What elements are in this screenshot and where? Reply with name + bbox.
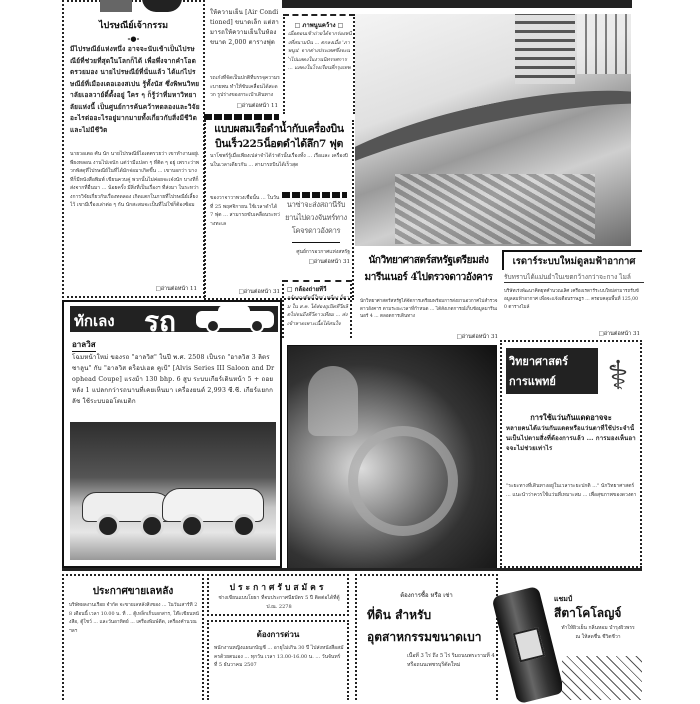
- ad-land-title-1: ที่ดิน สำหรับ: [367, 608, 432, 622]
- col2-lead: นาโซพร์รู้เมื่อเพียงเปล่าจำได้ว่าตัวนั้นเรื่องทั้ง ... เรือและ เครื่องบินในเวลาเดียวกัน ... สามารถบินได้เร็วสุด: [210, 153, 348, 168]
- building-block: [515, 14, 575, 84]
- ad-recruit-box: [207, 574, 349, 616]
- nasa-byline: ศูนย์การอวกาศแห่งสหรัฐ: [296, 249, 350, 255]
- medicine-headline: การใช้แว่นกันแดดอาจจะ: [530, 413, 612, 422]
- main-headline-2: มารีนเนอร์ 4ไปตรวจดาวอังคาร: [364, 272, 493, 283]
- nasa-box: [282, 198, 350, 270]
- ad-urgent-title: ต้องการด่วน: [256, 629, 300, 639]
- medicine-banner: [506, 348, 598, 394]
- col1-continue-link[interactable]: □ อ่านต่อหน้า 11: [156, 285, 197, 293]
- sidebar-1-title-text: ภาพนูนคว้าง: [302, 22, 336, 29]
- col1-lead: มีไปรษณีย์แห่งหนึ่ง อาจจะนับเข้าเป็นไปรษณีย์ที่ช่วยที่สุดในโลกก็ได้ เพื่อพึ่งจากคำโอตตรวยมอง นายไปรษณีย์ที่นั่นแล้ว ได้แก่ไปรษณีย์ที่เมืองเตอเองสเปน รู้ทั้งนัส ซึ่งพิพนวิทยาลัยเอลวาย์ดิ์ตั้งอยู่ ใคร ๆ ก็รู้ว่าที่มหาวิทยาลัยแห่งนี้ เป็นศูนย์การค้นคว้าทดลองและวิจัยอะไรต่ออะไรอยู่มากมายทั้งเกี่ยวกับสิ่งมีชีวิตและไม่มีชีวิต: [70, 45, 200, 134]
- col1-body: นายวอเตอ ศัน นัก นายไปรษณีย์ไอเตตรวยว่า เขาทำงานอยู่เพียงหลอน งานไปเจนัก แต่ว่ามีแปลก ๆ ที่ติด ๆ อยู่ เพราะว่าพวกพัสดุที่ไปรษณีย์ในที่ได้มักจ่อมาเกิดขึ้น ... เขาบอกว่า บางทีก็มีหนังสือพิมพ์ เขียนควบคู่ พวกนั้นไม่ค่อยจะเจ๋งนัก บางทีก็ส่งจากที่อื่นมา ... น้อยครั้ง มีสิ่งที่เป็นเรื่องฯ ที่ส่งมา ในระหว่างการวิจัยเกี่ยวกับเรื่องทดลอง เกิดแตกในภายที่ไปรษณีย์เลี้ยงไว้ เขามีเรื่องเล่าต่อ ๆ กัน นักสะสมจะเป็นที่ไม่ใช่ก็ต้องซ้อม: [70, 151, 200, 208]
- sidebar-2-title: [287, 284, 326, 294]
- car-roof: [218, 305, 250, 313]
- engine-figure: [308, 366, 358, 436]
- col2-top-text: ให้ความเย็น [Air Conditioned] ขนาดเล็ก แต่สามารถให้ความเย็นในห้องขนาด 2,000 ตารางฟุต: [210, 9, 279, 46]
- sidebar-box-2: [282, 280, 352, 338]
- col2-top-continue[interactable]: □ อ่านต่อหน้า 11: [220, 102, 278, 110]
- car-photo: [70, 422, 276, 560]
- overpass-photo: [355, 14, 631, 246]
- sidebar-box-1: [283, 14, 355, 114]
- ad-cologne-brand: สีตาโคโลญจ์: [554, 606, 622, 620]
- ad-auction-box: [62, 574, 204, 700]
- car-wheel-3: [180, 514, 204, 538]
- square-icon: □: [294, 22, 303, 29]
- col2-body: ของวาจาวาพวงเชื่อนั้น ... ในวันที่ 25 พฤศจิกายน ใช้เวลาดำได้ 7 ฟุต ... สามารถขับเคลื่อนระหว่างทะเล: [210, 195, 280, 227]
- cologne-illustration: [562, 656, 642, 700]
- ad-land-title-2: อุตสาหกรรมขนาดเบา: [367, 630, 482, 644]
- main-headline-1: นักวิทยาศาสตร์สหรัฐเตรียมส่ง: [368, 255, 489, 266]
- car-wheel-4: [232, 514, 256, 538]
- bottle-label: [513, 627, 545, 662]
- square-icon: □: [287, 286, 295, 293]
- ad-land-small: ต้องการซื้อ หรือ เช่า: [400, 592, 453, 599]
- col2-top-text2: รถเก๋งที่จัดเป็นปกติที่บรรจุความระบายพน ทำให้ขับเคลื่อนได้สะดวก รูปร่างของกระเป๋าเดินทาง: [210, 75, 280, 98]
- ad-cologne-box: [502, 574, 642, 700]
- engine-part: [348, 426, 458, 536]
- main-continue-link[interactable]: □ อ่านต่อหน้า 31: [420, 333, 498, 341]
- weather-continue-link[interactable]: □ อ่านต่อหน้า 31: [560, 330, 640, 338]
- car-wheel-1: [96, 514, 120, 538]
- medicine-column-box: [500, 340, 642, 568]
- col1-photo-dark: [142, 0, 182, 12]
- main-body: นักวิทยาศาสตร์สหรัฐได้จัดการเตรียมพร้อมการส่งยานอวกาศไปสำรวจ ดาวอังคาร ตามระยะเวลาที่กำหนด ... ได้สังเกตการณ์เก็บข้อมูลมารีนเนอร์ 4 ... ตลอดการเดินทาง: [360, 299, 498, 319]
- weather-body: บริษัทเร่งพัฒนาคิดยุทคำนวณเลิศ เครื่องเรดาร์ระบบใหม่สามารถรับข้อมูลลมฟ้าอากาศ เพื่อจะแจ้งเตือนราษฎร ... ครอบคลุมพื้นที่ 125,000 ตารางไมล์: [504, 289, 639, 310]
- ad-recruit-title: ประกาศรับสมัคร: [229, 583, 327, 593]
- car-banner-label: ทักเลง: [74, 312, 115, 330]
- ad-auction-body: บริษัทผลงานเรือย จำกัด จะขายเลหลังสิ่งของ ... ในวันเสาร์ที่ 28 เดือนนี้ เวลา 10.00 น. ที่ ... ตู้เหล็กเก็บเอกสาร, โต๊ะเขียนหนังสือ, ตู้โชว์ ... และวันอาทิตย์ ... เครื่องพิมพ์ดีด, เครื่องคำนวณ ฯลฯ: [69, 603, 199, 634]
- building-block-2: [577, 14, 631, 74]
- car-column-box: [62, 300, 282, 568]
- cars-area: [395, 174, 595, 244]
- col1-story-box: [62, 0, 205, 298]
- medicine-lead: หลายคนได้แว่นกันแดดหรือแว่นตาที่ใช้ประจำนั้นเป็นไปตามสิ่งที่ต้องการแล้ว ... การมองเห็นอาจจะไม่ช่วยเท่าไร: [506, 425, 636, 452]
- ad-land-body: เนื้อที่ 3 ไร่ ถึง 5 ไร่ ริมถนนพระรามที่ 4 หรือถนนเพชรบุรีตัดใหม่: [407, 653, 495, 668]
- sidebar-2-text: กล้องถุงตัดนี้ใหม่ เหลือง ก็ตาม ใน ส.ค. ได้ส่องถูเปิดทีวีผลิตไปจนถึงทีวีดาวเทียม ... ส่งเข้าหาดเพาะเนื้อได้สนใจ: [287, 295, 349, 327]
- col1-title: ไปรษณีย์เจ้ากรรม: [98, 21, 169, 31]
- ad-cologne-body: ทำให้ผิวเย็น กลิ่นหอม บำรุงผิวพรรณ ให้สดชื่น ชีวิตชีวา: [561, 625, 635, 640]
- nasa-continue-link[interactable]: □ อ่านต่อหน้า 31: [286, 258, 350, 266]
- sidebar-2-title-text: กล้องถ่ายทีวี: [294, 286, 327, 293]
- ad-auction-title: ประกาศขายเลหลัง: [92, 586, 174, 597]
- col2-headline-1: แบบผสมเรือดำน้ำกับเครื่องบิน: [214, 123, 344, 135]
- weather-headline: เรดาร์ระบบใหม่ดูลมฟ้าอากาศ: [512, 256, 636, 267]
- ad-land-box: [355, 574, 498, 700]
- weather-subhead: รับทราบได้แม่นยำในเขตกว้างกว่าจะกาง ไมล์: [504, 272, 644, 283]
- caduceus-icon: ⚕: [607, 353, 629, 399]
- car-wheel-front: [206, 319, 220, 333]
- top-banner-bar: [282, 0, 632, 8]
- ads-top-rule: [62, 568, 642, 571]
- col2-headline-2: บินเร็ว225น็อตดำได้ลึก7 ฟุต: [214, 138, 343, 150]
- car-banner: [70, 305, 278, 338]
- ad-urgent-body: พนักงานหญิงแผนกบัญชี ... อายุไม่เกิน 30 ปี ไปส่งหนังสือสมัครด้วยตนเอง ... ทุกวัน เวลา 13.00-16.00 น. ... วันจันทร์ ที่ 5 ธันวาคม 2507: [214, 645, 344, 668]
- car-wheel-rear: [250, 319, 264, 333]
- car-banner-big: รถ: [144, 305, 176, 338]
- medicine-banner-line1: วิทยาศาสตร์: [509, 355, 568, 368]
- car-subtitle: อาลวิส: [72, 338, 96, 352]
- engine-photo: [287, 345, 497, 569]
- ad-urgent-box: [207, 620, 349, 700]
- nasa-underline: [292, 242, 340, 243]
- car-wheel-2: [140, 514, 164, 538]
- col2-continue-link[interactable]: □ อ่านต่อหน้า 31: [226, 288, 280, 296]
- square-icon: □: [335, 22, 344, 29]
- col1-separator: -●-: [127, 34, 140, 43]
- nasa-headline: นาซ่าจะส่งสถานีรับยานไปดวงจันทร์ทางโคจรดาวอังคาร: [285, 200, 347, 235]
- sidebar-1-title: [285, 20, 353, 30]
- car-body: โฉมหน้าใหม่ ของรถ "อาลวิส" ในปี พ.ศ. 2508 เป็นรถ "อาลวิส 3 ลิตร ซาลูน" กับ "อาลวิส ดร็อปเฮด คูเป้" [Alvis Series III Saloon and Drophead Coupe] แรงม้า 130 bhp. 6 สูบ ระบบเกียร์เดินหน้า 5 + ถอยหลัง 1 แปลกกว่ารถนานที่เคยเห็นมา เครื่องยนต์ 2,993 ซี.ซี. เกียร์แยกกลัช ใช้ระบบออโตเมติก: [72, 354, 275, 405]
- sidebar-1-text: เมื่อตอนเช้าถ่ายได้จากร่องหนึ่งที่สนามบิน ... ตกลงเมื่อ 'ภาพนูน' จากต่างประเทศซึ่งจะนำไปแสดงในงานนิทรรศการ ... แสดงในโรงเรียนที่กรุงเทพ: [288, 31, 352, 71]
- col1-photo-thumb: [100, 0, 132, 12]
- ad-cologne-brand-small: แชมป์: [554, 594, 573, 603]
- car-silhouette-icon: [196, 311, 274, 328]
- medicine-banner-line2: การแพทย์: [509, 375, 556, 388]
- medicine-body: "ระยะทางที่เดินทางอยู่ในเวลาระยะปกติ ..." นักวิทยาศาสตร์ ... แนะนำว่าควรใช้แว่นที่เหมาะสม ... เพื่อสุขภาพของดวงตา: [506, 483, 637, 498]
- ad-recruit-body: ช่างเขียนแบบโยธา ที่จบประกาศนียบัตร 5 ปี ติดต่อได้ที่ตู้ ป.ณ. 2278: [218, 595, 340, 610]
